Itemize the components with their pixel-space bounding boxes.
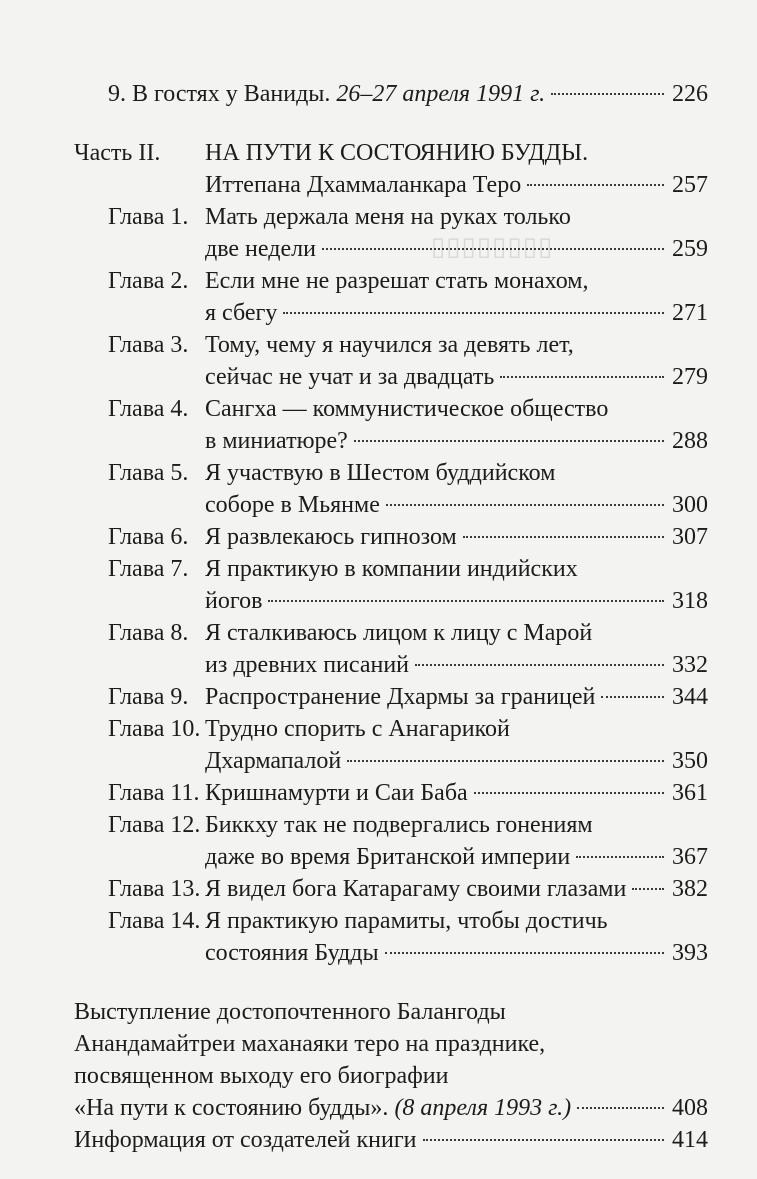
speech-line3[interactable] xyxy=(74,1060,708,1092)
dot-leader xyxy=(347,760,664,762)
speech-title-cont: посвященном выходу его биографии xyxy=(74,1063,449,1089)
chapter-label: Глава 8. xyxy=(108,620,189,646)
dot-leader xyxy=(385,952,664,954)
chapter-title-cont: Дхармапалой xyxy=(205,748,342,774)
chapter-label: Глава 6. xyxy=(108,524,189,550)
dot-leader xyxy=(577,1107,664,1109)
dot-leader xyxy=(601,696,664,698)
page-number: 300 xyxy=(672,492,708,518)
chapter-1-line2[interactable] xyxy=(205,233,708,265)
show-through-bleed: ▯▯▯▯▯▯▯▯ xyxy=(430,232,553,261)
dot-leader xyxy=(354,440,664,442)
chapter-12-line2[interactable] xyxy=(205,841,708,873)
entry-date: 26–27 апреля 1991 г. xyxy=(336,81,546,107)
chapter-11-line1[interactable] xyxy=(205,777,708,809)
chapter-6-line1[interactable] xyxy=(205,521,708,553)
dot-leader xyxy=(386,504,664,506)
chapter-label: Глава 9. xyxy=(108,684,189,710)
toc-entry-9[interactable] xyxy=(108,78,708,110)
dot-leader xyxy=(576,856,664,858)
page-number: 393 xyxy=(672,940,708,966)
chapter-title: Распространение Дхармы за границей xyxy=(205,684,596,710)
chapter-title-cont: йогов xyxy=(205,588,263,614)
page-number: 279 xyxy=(672,364,708,390)
speech-date: (8 апреля 1993 г.) xyxy=(394,1095,572,1121)
chapter-label: Глава 12. xyxy=(108,812,201,838)
info-entry[interactable] xyxy=(74,1124,708,1156)
page-number: 259 xyxy=(672,236,708,262)
speech-title: Выступление достопочтенного Балангоды xyxy=(74,999,506,1025)
chapter-title: Сангха — коммунистическое общество xyxy=(205,396,609,422)
chapter-8-line1[interactable] xyxy=(205,617,708,649)
chapter-title: Мать держала меня на руках только xyxy=(205,204,571,230)
chapter-12-line1[interactable] xyxy=(205,809,708,841)
speech-line2[interactable] xyxy=(74,1028,708,1060)
dot-leader xyxy=(632,888,664,890)
chapter-label: Глава 7. xyxy=(108,556,189,582)
chapter-10-line2[interactable] xyxy=(205,745,708,777)
chapter-14-line1[interactable] xyxy=(205,905,708,937)
page-number: 367 xyxy=(672,844,708,870)
chapter-label: Глава 10. xyxy=(108,716,201,742)
dot-leader xyxy=(500,376,664,378)
page-number: 288 xyxy=(672,428,708,454)
chapter-9-line1[interactable] xyxy=(205,681,708,713)
part-author: Иттепана Дхаммаланкара Теро xyxy=(205,172,522,198)
dot-leader xyxy=(423,1139,664,1141)
chapter-3-line1[interactable] xyxy=(205,329,708,361)
part-label: Часть II. xyxy=(74,140,161,166)
speech-line4[interactable] xyxy=(74,1092,708,1124)
part-author-entry[interactable] xyxy=(205,169,708,201)
page-number: 332 xyxy=(672,652,708,678)
chapter-3-line2[interactable] xyxy=(205,361,708,393)
chapter-title-cont: даже во время Британской империи xyxy=(205,844,571,870)
chapter-title-cont: я сбегу xyxy=(205,300,278,326)
chapter-title: Я сталкиваюсь лицом к лицу с Марой xyxy=(205,620,593,646)
speech-title-cont: «На пути к состоянию будды». xyxy=(74,1095,389,1121)
chapter-title: Трудно спорить с Анагарикой xyxy=(205,716,510,742)
chapter-title-cont: соборе в Мьянме xyxy=(205,492,380,518)
chapter-1-line1[interactable] xyxy=(205,201,708,233)
chapter-title: Кришнамурти и Саи Баба xyxy=(205,780,468,806)
page-number: 361 xyxy=(672,780,708,806)
info-title: Информация от создателей книги xyxy=(74,1127,417,1153)
page-number: 414 xyxy=(672,1127,708,1153)
dot-leader xyxy=(283,312,664,314)
chapter-7-line2[interactable] xyxy=(205,585,708,617)
speech-line1[interactable] xyxy=(74,996,708,1028)
chapter-title: Я развлекаюсь гипнозом xyxy=(205,524,457,550)
dot-leader xyxy=(415,664,664,666)
dot-leader xyxy=(322,248,664,250)
chapter-title: Биккху так не подвергались гонениям xyxy=(205,812,593,838)
chapter-title-cont: состояния Будды xyxy=(205,940,379,966)
chapter-title: Я участвую в Шестом буддийском xyxy=(205,460,556,486)
chapter-10-line1[interactable] xyxy=(205,713,708,745)
speech-title-cont: Анандамайтреи маханаяки теро на празднике, xyxy=(74,1031,546,1057)
chapter-label: Глава 11. xyxy=(108,780,200,806)
chapter-5-line1[interactable] xyxy=(205,457,708,489)
chapter-label: Глава 1. xyxy=(108,204,189,230)
chapter-14-line2[interactable] xyxy=(205,937,708,969)
chapter-label: Глава 14. xyxy=(108,908,201,934)
chapter-label: Глава 5. xyxy=(108,460,189,486)
dot-leader xyxy=(551,93,664,95)
chapter-8-line2[interactable] xyxy=(205,649,708,681)
chapter-label: Глава 13. xyxy=(108,876,201,902)
chapter-title: Тому, чему я научился за девять лет, xyxy=(205,332,574,358)
dot-leader xyxy=(474,792,664,794)
page-number: 226 xyxy=(672,81,708,107)
chapter-title: Если мне не разрешат стать монахом, xyxy=(205,268,589,294)
chapter-2-line1[interactable] xyxy=(205,265,708,297)
part-title-text: НА ПУТИ К СОСТОЯНИЮ БУДДЫ. xyxy=(205,140,589,166)
chapter-7-line1[interactable] xyxy=(205,553,708,585)
chapter-title-cont: в миниатюре? xyxy=(205,428,348,454)
chapter-13-line1[interactable] xyxy=(205,873,708,905)
page-number: 408 xyxy=(672,1095,708,1121)
page-number: 318 xyxy=(672,588,708,614)
entry-title: 9. В гостях у Ваниды. xyxy=(108,81,331,107)
chapter-label: Глава 4. xyxy=(108,396,189,422)
chapter-4-line2[interactable] xyxy=(205,425,708,457)
chapter-label: Глава 2. xyxy=(108,268,189,294)
chapter-title-cont: сейчас не учат и за двадцать xyxy=(205,364,495,390)
chapter-title: Я практикую парамиты, чтобы достичь xyxy=(205,908,608,934)
page-number: 344 xyxy=(672,684,708,710)
chapter-title-cont: из древних писаний xyxy=(205,652,410,678)
chapter-title-cont: две недели xyxy=(205,236,316,262)
chapter-5-line2[interactable] xyxy=(205,489,708,521)
chapter-4-line1[interactable] xyxy=(205,393,708,425)
chapter-label: Глава 3. xyxy=(108,332,189,358)
chapter-title: Я практикую в компании индийских xyxy=(205,556,578,582)
page-number: 350 xyxy=(672,748,708,774)
dot-leader xyxy=(527,184,664,186)
chapter-title: Я видел бога Катарагаму своими глазами xyxy=(205,876,627,902)
page-number: 307 xyxy=(672,524,708,550)
page-number: 382 xyxy=(672,876,708,902)
page-number: 271 xyxy=(672,300,708,326)
part-title[interactable] xyxy=(205,137,708,169)
dot-leader xyxy=(268,600,664,602)
dot-leader xyxy=(463,536,664,538)
chapter-2-line2[interactable] xyxy=(205,297,708,329)
page-number: 257 xyxy=(672,172,708,198)
